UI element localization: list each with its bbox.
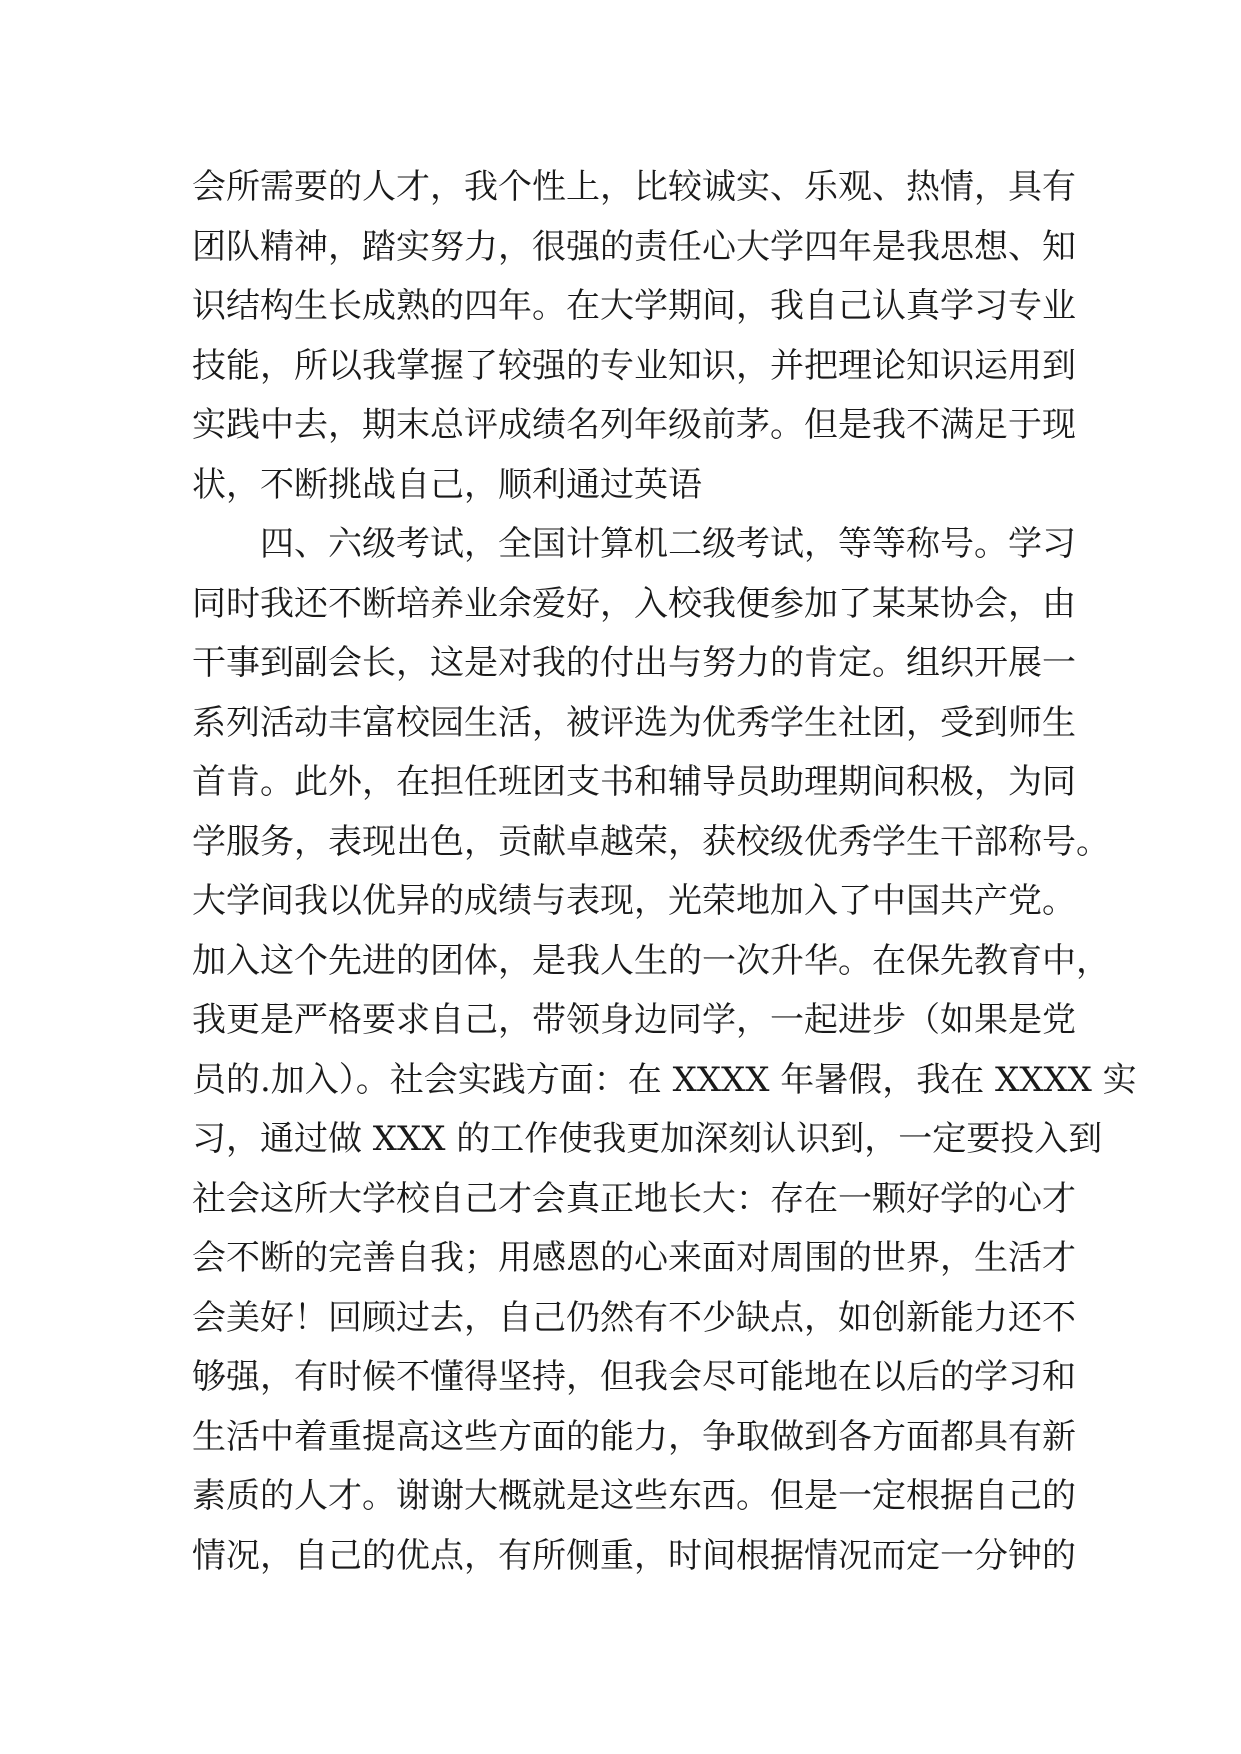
text-line: 会美好！回顾过去，自己仍然有不少缺点，如创新能力还不 <box>192 1297 1076 1338</box>
text-line: 首肯。此外，在担任班团支书和辅导员助理期间积极，为同 <box>192 762 1076 802</box>
text-line-paragraph-end: 状，不断挑战自己，顺利通过英语 <box>192 464 702 505</box>
text-line: 员的.加入）。社会实践方面：在 XXXX 年暑假，我在 XXXX 实 <box>192 1059 1137 1100</box>
text-line-paragraph-start: 四、六级考试，全国计算机二级考试，等等称号。学习 <box>260 524 1076 564</box>
text-line: 团队精神，踏实努力，很强的责任心大学四年是我思想、知 <box>192 226 1076 267</box>
text-line: 学服务，表现出色，贡献卓越荣，获校级优秀学生干部称号。 <box>192 821 1110 862</box>
text-line: 会不断的完善自我；用感恩的心来面对周围的世界，生活才 <box>192 1238 1076 1278</box>
text-line: 实践中去，期末总评成绩名列年级前茅。但是我不满足于现 <box>192 405 1076 445</box>
text-line: 情况，自己的优点，有所侧重，时间根据情况而定一分钟的 <box>192 1535 1076 1576</box>
text-line: 同时我还不断培养业余爱好，入校我便参加了某某协会，由 <box>192 583 1076 624</box>
text-line: 干事到副会长，这是对我的付出与努力的肯定。组织开展一 <box>192 643 1076 683</box>
text-line: 习，通过做 XXX 的工作使我更加深刻认识到，一定要投入到 <box>192 1119 1103 1159</box>
text-line: 会所需要的人才，我个性上，比较诚实、乐观、热情，具有 <box>192 167 1076 207</box>
body-text <box>192 158 1137 1586</box>
text-line: 够强，有时候不懂得坚持，但我会尽可能地在以后的学习和 <box>192 1357 1076 1397</box>
text-line: 素质的人才。谢谢大概就是这些东西。但是一定根据自己的 <box>192 1476 1076 1516</box>
text-line: 我更是严格要求自己，带领身边同学，一起进步（如果是党 <box>192 1000 1076 1040</box>
text-line: 识结构生长成熟的四年。在大学期间，我自己认真学习专业 <box>192 286 1076 326</box>
text-line: 加入这个先进的团体，是我人生的一次升华。在保先教育中， <box>192 940 1110 981</box>
text-line: 生活中着重提高这些方面的能力，争取做到各方面都具有新 <box>192 1416 1076 1457</box>
text-line: 大学间我以优异的成绩与表现，光荣地加入了中国共产党。 <box>192 881 1076 921</box>
text-line: 技能，所以我掌握了较强的专业知识，并把理论知识运用到 <box>192 345 1076 386</box>
text-line: 社会这所大学校自己才会真正地长大：存在一颗好学的心才 <box>192 1178 1076 1219</box>
text-line: 系列活动丰富校园生活，被评选为优秀学生社团，受到师生 <box>192 702 1076 743</box>
